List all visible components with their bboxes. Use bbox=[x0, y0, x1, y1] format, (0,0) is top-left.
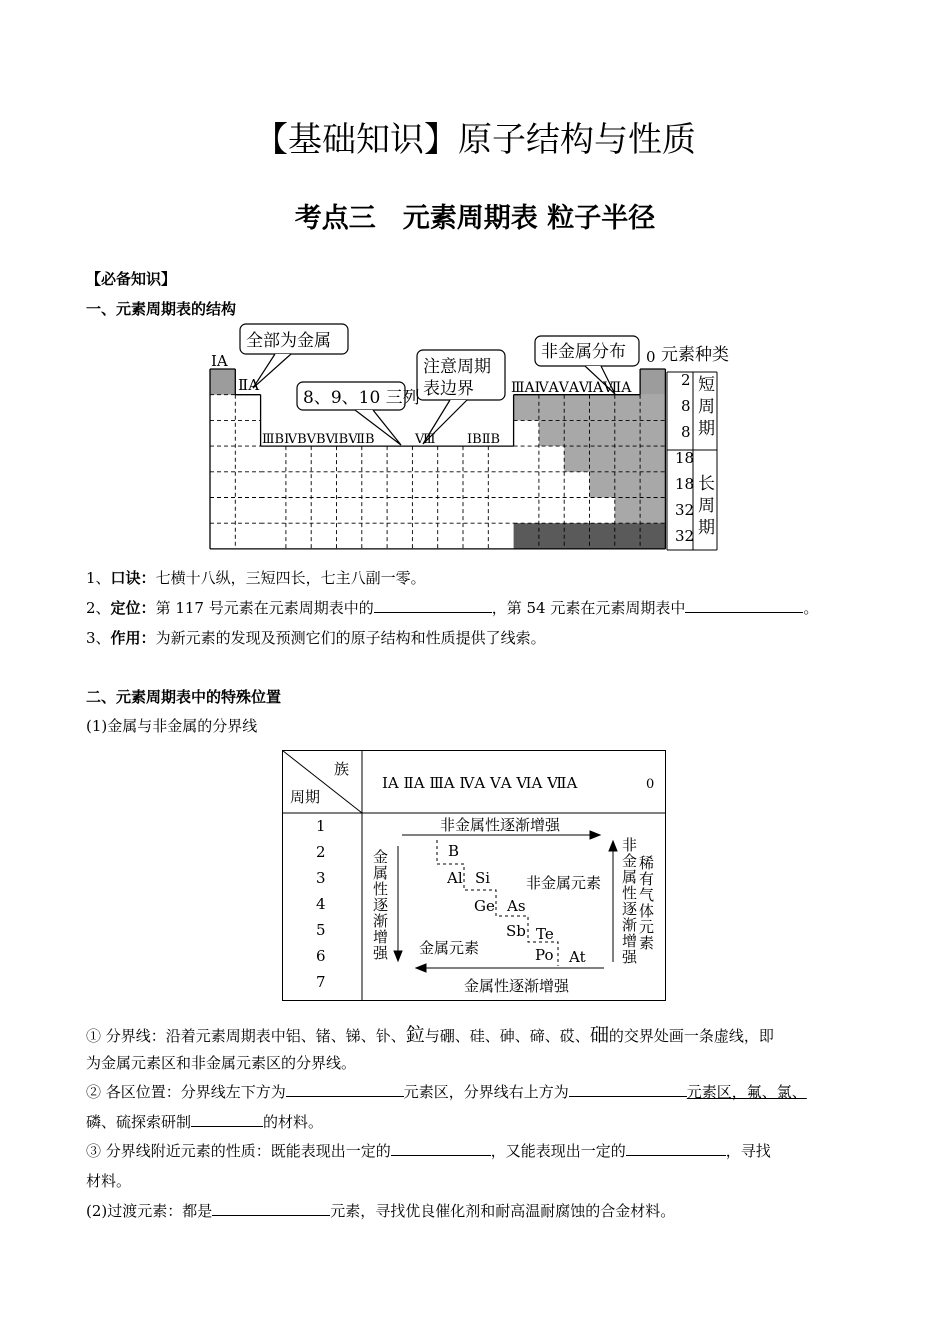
svg-text:金: 金 bbox=[373, 848, 389, 866]
right-arrow-label bbox=[622, 836, 638, 966]
table-groups: ⅠA ⅡA ⅢA ⅣA ⅤA ⅥA ⅦA bbox=[382, 774, 578, 792]
element-counts bbox=[675, 371, 694, 545]
svg-text:增: 增 bbox=[373, 928, 389, 946]
callout-boundary-1: 注意周期 bbox=[423, 357, 491, 377]
para-3: ③ 分界线附近元素的性质：既能表现出一定的 ，又能表现出一定的 ，寻找 bbox=[86, 1142, 771, 1160]
item-1: 1、口诀：七横十八纵，三短四长，七主八副一零。 bbox=[86, 569, 426, 587]
svg-text:强: 强 bbox=[622, 948, 638, 966]
svg-text:2: 2 bbox=[316, 843, 326, 861]
period-numbers bbox=[316, 817, 326, 991]
left-arrow-label bbox=[373, 848, 389, 962]
periodic-table-structure-figure bbox=[205, 322, 750, 554]
table-zero: 0 bbox=[646, 777, 655, 792]
blank-nonmetallic[interactable] bbox=[626, 1141, 726, 1156]
svg-text:3: 3 bbox=[316, 869, 326, 887]
svg-text:增: 增 bbox=[622, 932, 638, 950]
svg-text:B: B bbox=[448, 842, 460, 860]
svg-text:渐: 渐 bbox=[622, 916, 638, 934]
svg-text:4: 4 bbox=[316, 895, 326, 913]
svg-text:Te: Te bbox=[536, 925, 554, 943]
svg-text:7: 7 bbox=[316, 973, 326, 991]
svg-text:非: 非 bbox=[622, 836, 638, 854]
para-2-line2: 磷、硫探索研制 的材料。 bbox=[86, 1113, 324, 1131]
svg-text:属: 属 bbox=[373, 864, 389, 882]
svg-text:有: 有 bbox=[639, 870, 655, 888]
noble-gas-label bbox=[639, 854, 654, 952]
svg-text:Si: Si bbox=[475, 869, 491, 887]
svg-text:32: 32 bbox=[675, 501, 695, 519]
callout-8-9-10: 8、9、10 三列 bbox=[303, 388, 420, 408]
label-IIA: ⅡA bbox=[238, 376, 260, 394]
section1-heading: 一、元素周期表的结构 bbox=[86, 300, 237, 318]
svg-text:体: 体 bbox=[639, 902, 655, 920]
svg-text:强: 强 bbox=[373, 944, 389, 962]
svg-text:长: 长 bbox=[698, 474, 715, 494]
blank-117-position[interactable] bbox=[374, 598, 492, 613]
period-type-labels bbox=[698, 375, 715, 538]
section2-heading: 二、元素周期表中的特殊位置 bbox=[86, 688, 282, 706]
svg-text:期: 期 bbox=[698, 518, 715, 538]
svg-text:6: 6 bbox=[316, 947, 326, 965]
page-subtitle: 考点三 元素周期表 粒子半径 bbox=[294, 203, 656, 234]
svg-text:性: 性 bbox=[622, 884, 638, 902]
metal-region-label: 金属元素 bbox=[419, 939, 480, 957]
svg-text:属: 属 bbox=[622, 868, 638, 886]
svg-text:素: 素 bbox=[639, 934, 655, 952]
svg-text:性: 性 bbox=[373, 880, 389, 898]
label-main-groups: ⅢAⅣAⅤAⅥAⅦA bbox=[511, 380, 632, 396]
svg-text:Al: Al bbox=[447, 869, 463, 887]
page-title: 【基础知识】原子结构与性质 bbox=[254, 120, 696, 160]
para-1: ① 分界线：沿着元素周期表中铝、锗、锑、钋、鉝与硼、硅、砷、碲、砹、鿬的交界处画一条虚线，即 bbox=[86, 1024, 774, 1046]
label-zero: 0 bbox=[646, 348, 656, 366]
metal-nonmetal-table bbox=[282, 750, 668, 1002]
blank-54-position[interactable] bbox=[685, 598, 803, 613]
label-VIII: Ⅷ bbox=[415, 432, 436, 447]
svg-text:Ge: Ge bbox=[474, 897, 495, 915]
svg-text:期: 期 bbox=[698, 419, 715, 439]
svg-text:8: 8 bbox=[681, 423, 691, 441]
svg-text:Po: Po bbox=[535, 946, 554, 964]
label-IIIB-VIIB: ⅢBⅣBⅤBⅥBⅦB bbox=[262, 432, 375, 447]
item-3: 3、作用：为新元素的发现及预测它们的原子结构和性质提供了线索。 bbox=[86, 629, 546, 647]
label-element-kinds: 元素种类 bbox=[661, 345, 729, 365]
svg-text:渐: 渐 bbox=[373, 912, 389, 930]
blank-metallic[interactable] bbox=[391, 1141, 491, 1156]
svg-text:2: 2 bbox=[681, 371, 691, 389]
svg-text:气: 气 bbox=[639, 886, 655, 904]
blank-metal-region[interactable] bbox=[286, 1082, 404, 1097]
label-IA: ⅠA bbox=[211, 352, 228, 370]
svg-text:周: 周 bbox=[698, 496, 715, 516]
top-arrow-label: 非金属性逐渐增强 bbox=[440, 816, 561, 834]
nonmetal-region-label: 非金属元素 bbox=[526, 874, 602, 892]
blank-nonmetal-region[interactable] bbox=[569, 1082, 687, 1097]
svg-text:5: 5 bbox=[316, 921, 326, 939]
para-3-line2: 材料。 bbox=[86, 1172, 132, 1190]
svg-text:稀: 稀 bbox=[639, 854, 655, 872]
svg-text:18: 18 bbox=[675, 449, 695, 467]
svg-text:逐: 逐 bbox=[622, 900, 638, 918]
svg-text:逐: 逐 bbox=[373, 896, 389, 914]
section2-sub1: (1)金属与非金属的分界线 bbox=[86, 717, 258, 735]
para-4: (2)过渡元素：都是 元素，寻找优良催化剂和耐高温耐腐蚀的合金材料。 bbox=[86, 1202, 676, 1220]
blank-material[interactable] bbox=[191, 1112, 263, 1127]
svg-text:元: 元 bbox=[639, 918, 655, 936]
svg-text:8: 8 bbox=[681, 397, 691, 415]
svg-text:短: 短 bbox=[698, 375, 715, 395]
svg-text:金: 金 bbox=[622, 852, 638, 870]
bottom-arrow-label: 金属性逐渐增强 bbox=[464, 977, 570, 995]
para-1-line2: 为金属元素区和非金属元素区的分界线。 bbox=[86, 1054, 357, 1072]
section-header: 【必备知识】 bbox=[86, 270, 177, 288]
svg-text:周: 周 bbox=[698, 397, 715, 417]
svg-text:At: At bbox=[569, 948, 586, 966]
svg-text:Sb: Sb bbox=[506, 922, 526, 940]
corner-group: 族 bbox=[334, 760, 350, 778]
corner-period: 周期 bbox=[290, 788, 321, 806]
blank-transition[interactable] bbox=[212, 1201, 330, 1216]
para-2: ② 各区位置：分界线左下方为 元素区，分界线右上方为 元素区，氟、氯、 bbox=[86, 1083, 807, 1101]
callout-nonmetal: 非金属分布 bbox=[541, 342, 626, 362]
svg-text:As: As bbox=[507, 897, 526, 915]
svg-text:32: 32 bbox=[675, 527, 695, 545]
callout-boundary-2: 表边界 bbox=[423, 379, 474, 399]
callout-all-metal: 全部为金属 bbox=[246, 331, 331, 351]
label-IB-IIB: ⅠBⅡB bbox=[467, 432, 501, 447]
svg-text:1: 1 bbox=[316, 817, 326, 835]
item-2: 2、定位：第 117 号元素在元素周期表中的 ，第 54 元素在元素周期表中 。 bbox=[86, 599, 819, 617]
svg-text:18: 18 bbox=[675, 475, 695, 493]
